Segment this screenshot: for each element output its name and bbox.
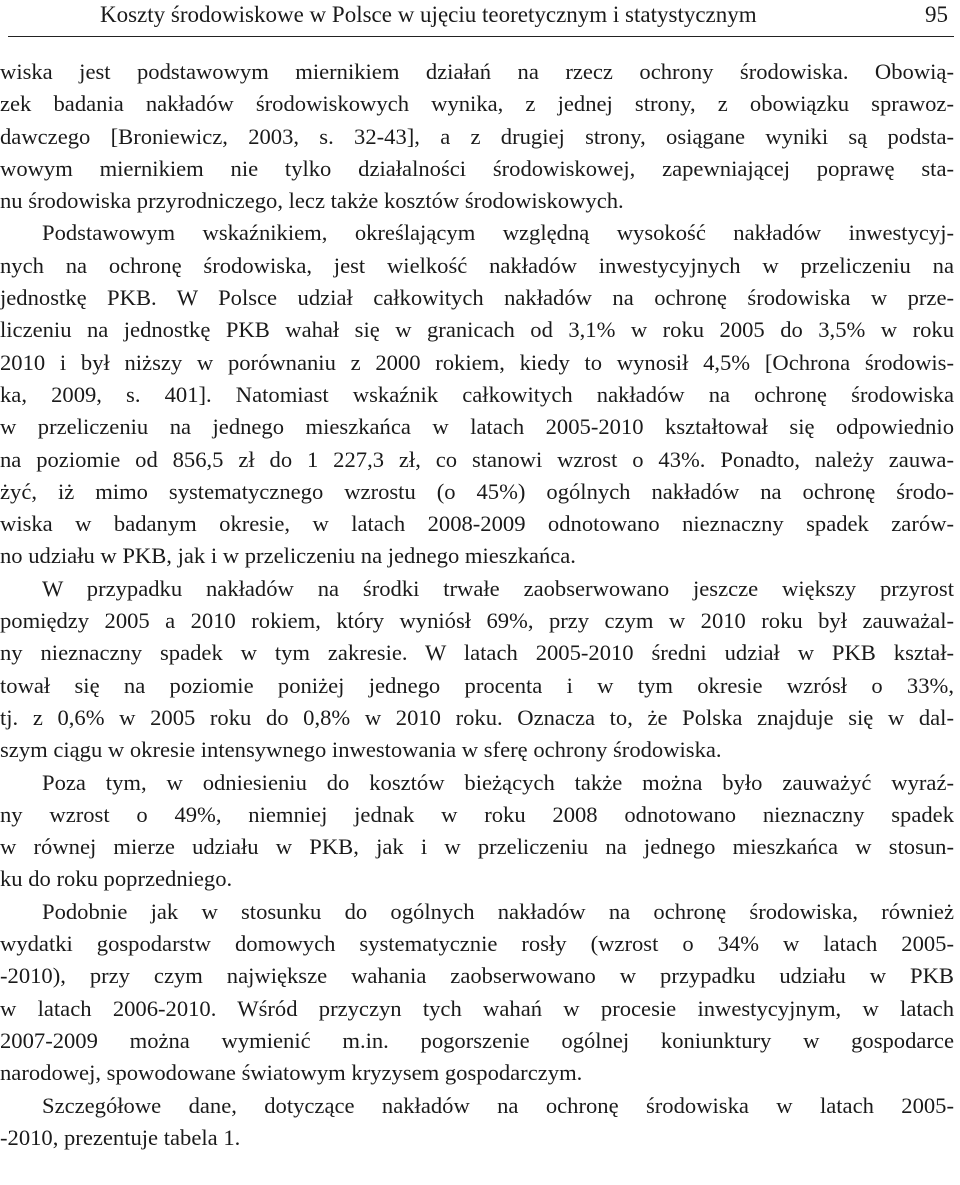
text-line: zek badania nakładów środowiskowych wynika, z jednej strony, z obowiązku sprawoz- — [0, 91, 954, 117]
text-line: ku do roku poprzedniego. — [0, 866, 233, 892]
text-line: tował się na poziomie poniżej jednego procenta i w tym okresie wzrósł o 33%, — [0, 672, 954, 698]
text-line: w latach 2006-2010. Wśród przyczyn tych wahań w procesie inwestycyjnym, w latach — [0, 995, 954, 1021]
running-header — [8, 0, 954, 37]
text-line: -2010), przy czym największe wahania zaobserwowano w przypadku udziału w PKB — [0, 963, 954, 989]
text-line: wydatki gospodarstw domowych systematycznie rosły (wzrost o 34% w latach 2005- — [0, 931, 954, 957]
text-line-content: 2010 i był niższy w porównaniu z 2000 rokiem, kiedy to wynosił 4,5% [Ochrona środowis- — [0, 349, 954, 375]
text-line: żyć, iż mimo systematycznego wzrostu (o 45%) ogólnych nakładów na ochronę środo- — [0, 478, 954, 504]
running-header-title: Koszty środowiskowe w Polsce w ujęciu teoretycznym i statystycznym — [100, 2, 757, 27]
text-line: Poza tym, w odniesieniu do kosztów bieżących także można było zauważyć wyraź- — [42, 769, 954, 795]
text-line: no udziału w PKB, jak i w przeliczeniu na jednego mieszkańca. — [0, 543, 576, 569]
page-number: 95 — [925, 2, 948, 27]
text-line: wowym miernikiem nie tylko działalności środowiskowej, zapewniającej poprawę sta- — [0, 155, 954, 181]
text-line: na poziomie od 856,5 zł do 1 227,3 zł, co stanowi wzrost o 43%. Ponadto, należy zauwa- — [0, 446, 954, 472]
text-line: tj. z 0,6% w 2005 roku do 0,8% w 2010 roku. Oznacza to, że Polska znajduje się w dal- — [0, 704, 954, 730]
text-line: nych na ochronę środowiska, jest wielkość nakładów inwestycyjnych w przeliczeniu na — [0, 252, 954, 278]
text-line: dawczego [Broniewicz, 2003, s. 32-43], a z drugiej strony, osiągane wyniki są podsta- — [0, 123, 954, 149]
text-line: ka, 2009, s. 401]. Natomiast wskaźnik całkowitych nakładów na ochronę środowiska — [0, 381, 954, 407]
text-line: wiska jest podstawowym miernikiem działań na rzecz ochrony środowiska. Obowią- — [0, 59, 954, 84]
text-line: liczeniu na jednostkę PKB wahał się w granicach od 3,1% w roku 2005 do 3,5% w roku — [0, 317, 954, 343]
text-line: narodowej, spowodowane światowym kryzysem gospodarczym. — [0, 1060, 583, 1086]
text-line: szym ciągu w okresie intensywnego inwestowania w sferę ochrony środowiska. — [0, 737, 722, 763]
body-text — [0, 56, 954, 1154]
text-line: w przeliczeniu na jednego mieszkańca w latach 2005-2010 kształtował się odpowiednio — [0, 414, 954, 440]
text-line: jednostkę PKB. W Polsce udział całkowitych nakładów na ochronę środowiska w prze- — [0, 285, 954, 311]
text-line: Podstawowym wskaźnikiem, określającym względną wysokość nakładów inwestycyj- — [42, 220, 954, 246]
text-line: W przypadku nakładów na środki trwałe zaobserwowano jeszcze większy przyrost — [42, 575, 954, 601]
text-line: w równej mierze udziału w PKB, jak i w przeliczeniu na jednego mieszkańca w stosun- — [0, 834, 954, 860]
text-line: pomiędzy 2005 a 2010 rokiem, który wyniósł 69%, przy czym w 2010 roku był zauważal- — [0, 608, 954, 634]
text-line: wiska w badanym okresie, w latach 2008-2009 odnotowano nieznaczny spadek zarów- — [0, 511, 954, 537]
text-line: ny wzrost o 49%, niemniej jednak w roku 2008 odnotowano nieznaczny spadek — [0, 801, 954, 827]
text-line: Szczegółowe dane, dotyczące nakładów na ochronę środowiska w latach 2005- — [42, 1092, 954, 1118]
text-line: ny nieznaczny spadek w tym zakresie. W latach 2005-2010 średni udział w PKB kształ- — [0, 640, 954, 666]
text-line: Podobnie jak w stosunku do ogólnych nakładów na ochronę środowiska, również — [42, 898, 954, 924]
text-line: nu środowiska przyrodniczego, lecz także kosztów środowiskowych. — [0, 188, 624, 214]
text-line — [0, 347, 954, 379]
text-line: -2010, prezentuje tabela 1. — [0, 1124, 241, 1150]
text-line: 2007-2009 można wymienić m.in. pogorszenie ogólnej koniunktury w gospodarce — [0, 1027, 954, 1053]
